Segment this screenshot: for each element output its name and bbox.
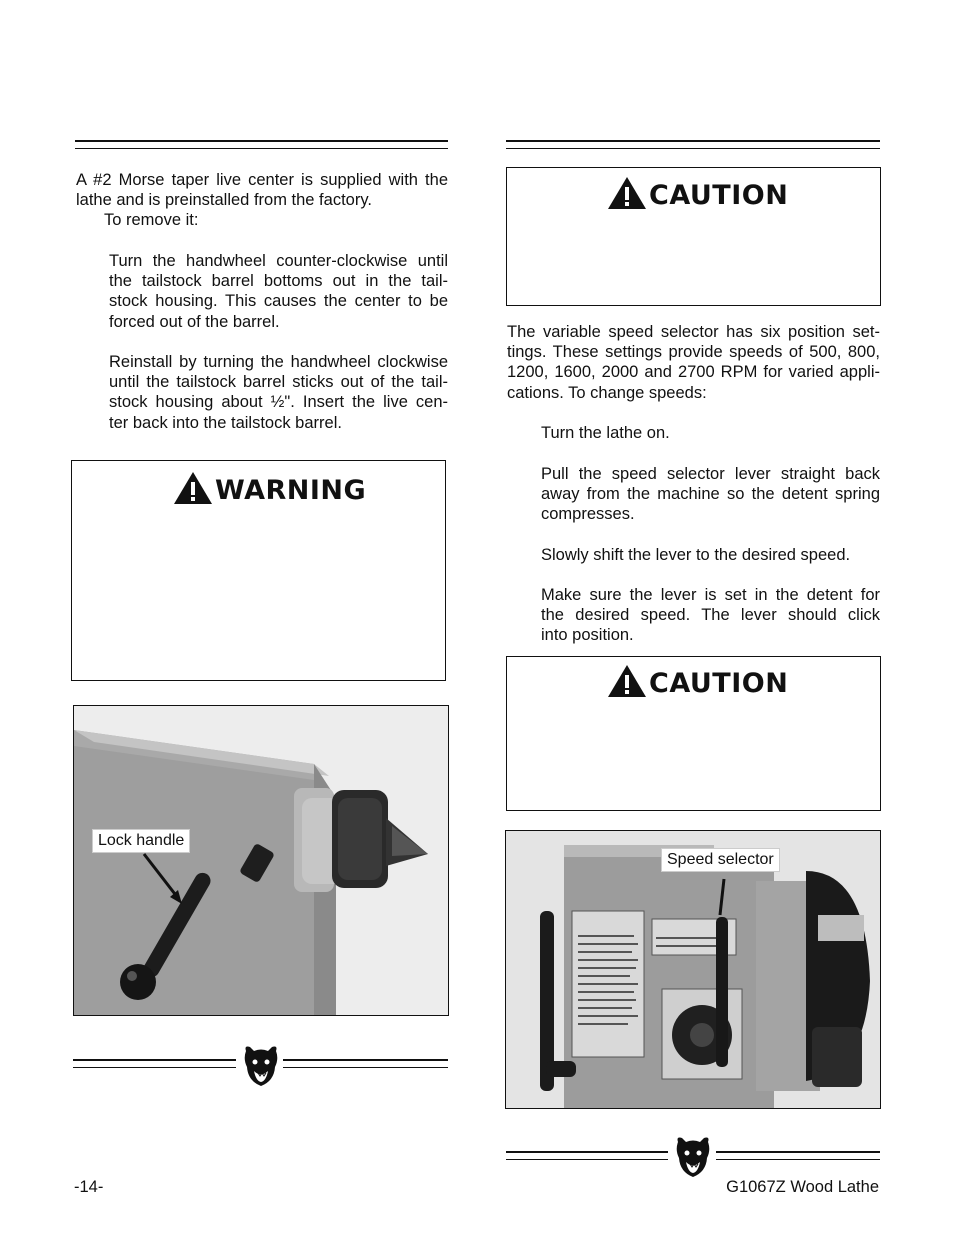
speed-selector-callout: Speed selector bbox=[661, 848, 780, 872]
speed-line: 1200, 1600, 2000 and 2700 RPM for varied appli- bbox=[507, 363, 880, 382]
lock-handle-callout: Lock handle bbox=[92, 829, 190, 853]
intro-line: A #2 Morse taper live center is supplied with the bbox=[76, 171, 448, 189]
step-4 bbox=[541, 585, 880, 646]
warning-triangle-icon bbox=[173, 471, 213, 510]
step-4-line: into position. bbox=[541, 626, 634, 645]
caution-label: CAUTION bbox=[649, 180, 789, 211]
step-2-line: Pull the speed selector lever straight back bbox=[541, 465, 880, 483]
to-remove-text: To remove it: bbox=[104, 211, 199, 230]
step-4-line: Make sure the lever is set in the detent for bbox=[541, 586, 880, 604]
headstock-illustration bbox=[506, 831, 880, 1108]
speed-line: cations. To change speeds: bbox=[507, 383, 707, 402]
left-header-rule bbox=[75, 140, 448, 142]
speed-paragraph bbox=[507, 322, 880, 403]
step-remove bbox=[109, 251, 448, 332]
step-3 bbox=[541, 545, 880, 565]
step-2-line: away from the machine so the detent spring bbox=[541, 485, 880, 504]
bear-logo-icon bbox=[674, 1136, 712, 1183]
speed-line: tings. These settings provide speeds of 500, 800, bbox=[507, 343, 880, 362]
warning-triangle-icon bbox=[607, 176, 647, 215]
step-reinstall-line: stock housing about ½". Insert the live cen- bbox=[109, 393, 448, 412]
step-reinstall-line: until the tailstock barrel sticks out of the tail- bbox=[109, 373, 448, 392]
step-1 bbox=[541, 423, 880, 443]
speed-selector-photo bbox=[505, 830, 881, 1109]
warning-banner bbox=[173, 471, 366, 510]
bear-logo-icon bbox=[242, 1045, 280, 1092]
step-reinstall-line: ter back into the tailstock barrel. bbox=[109, 413, 342, 432]
step-1-line: Turn the lathe on. bbox=[541, 424, 670, 442]
step-4-line: the desired speed. The lever should click bbox=[541, 606, 880, 625]
step-reinstall bbox=[109, 352, 448, 433]
step-remove-line: the tailstock barrel bottoms out in the tail- bbox=[109, 272, 448, 291]
right-header-rule bbox=[506, 140, 880, 142]
tailstock-photo bbox=[73, 705, 449, 1016]
step-reinstall-line: Reinstall by turning the handwheel clockwise bbox=[109, 353, 448, 371]
page-number: -14- bbox=[74, 1178, 104, 1196]
speed-line: The variable speed selector has six position set- bbox=[507, 323, 880, 341]
caution-banner-2 bbox=[607, 664, 788, 703]
warning-box bbox=[71, 460, 446, 681]
caution-box-1 bbox=[506, 167, 881, 306]
step-3-line: Slowly shift the lever to the desired speed. bbox=[541, 546, 851, 564]
caution-banner-1 bbox=[607, 176, 788, 215]
caution-label: CAUTION bbox=[649, 668, 789, 699]
tailstock-illustration bbox=[74, 706, 448, 1015]
caution-box-2 bbox=[506, 656, 881, 811]
step-2-line: compresses. bbox=[541, 505, 635, 524]
intro-line: lathe and is preinstalled from the factory. bbox=[76, 191, 372, 210]
step-2 bbox=[541, 464, 880, 525]
warning-label: WARNING bbox=[215, 475, 367, 506]
warning-triangle-icon bbox=[607, 664, 647, 703]
step-remove-line: Turn the handwheel counter-clockwise until bbox=[109, 252, 448, 270]
step-remove-line: stock housing. This causes the center to be bbox=[109, 292, 448, 311]
document-title: G1067Z Wood Lathe bbox=[726, 1178, 879, 1196]
intro-paragraph bbox=[76, 170, 448, 231]
step-remove-line: forced out of the barrel. bbox=[109, 312, 280, 331]
